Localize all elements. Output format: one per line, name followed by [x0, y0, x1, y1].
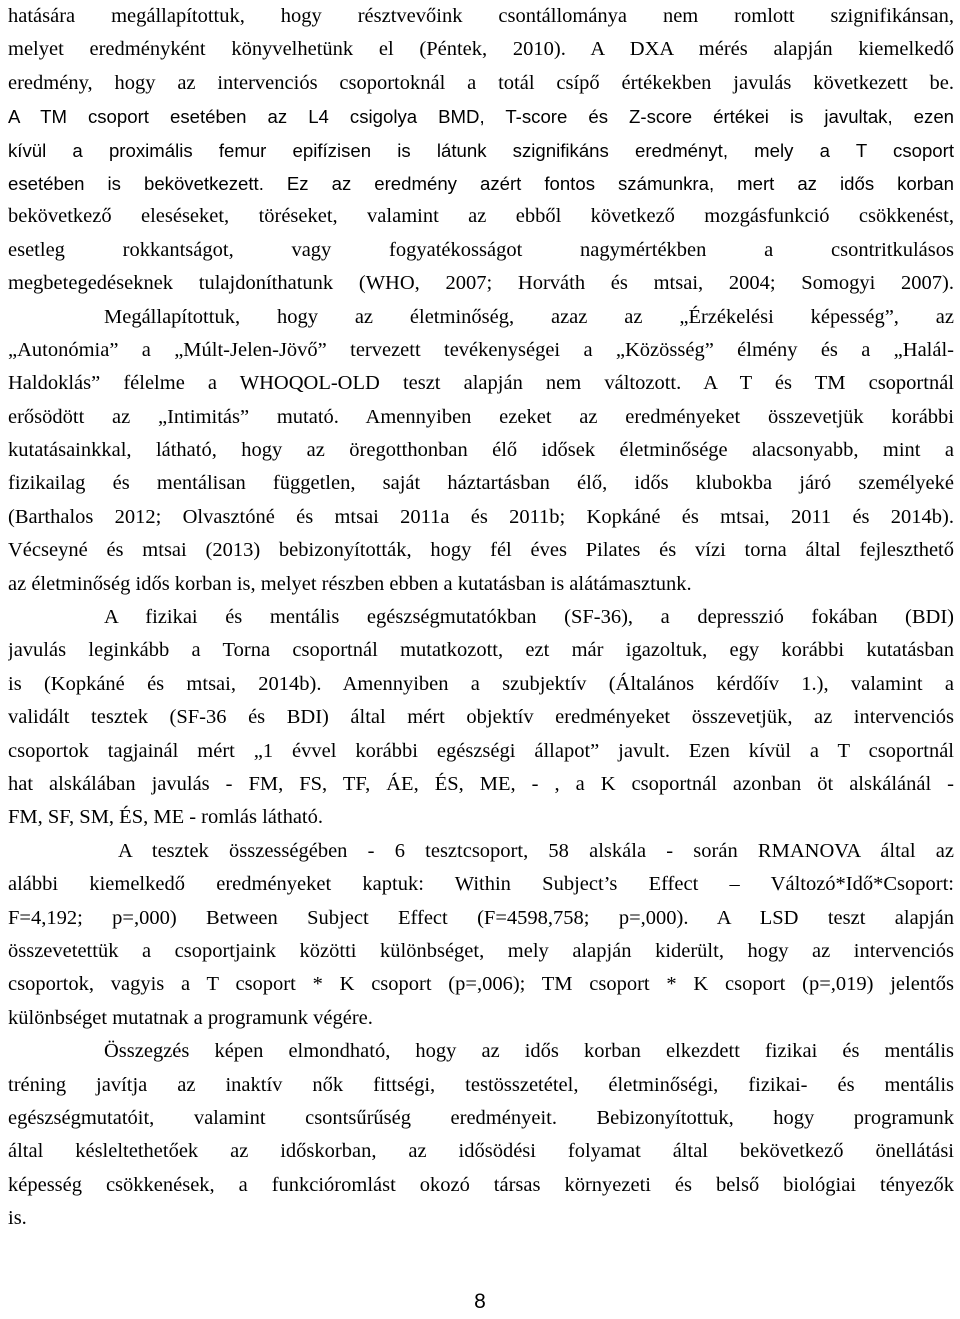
text-line: A TM csoport esetében az L4 csigolya BMD, T-score és Z-score értékei is javultak, ezen [8, 106, 954, 128]
text-line: egészségmutatóit, valamint csontsűrűség eredményeit. Bebizonyítottuk, hogy programunk [8, 1106, 954, 1129]
text-line: is. [8, 1207, 27, 1230]
text-line: melyet eredményként könyvelhetünk el (Péntek, 2010). A DXA mérés alapján kiemelkedő [8, 38, 954, 61]
text-line: A fizikai és mentális egészségmutatókban (SF-36), a depresszió fokában (BDI) [104, 606, 954, 629]
text-line: FM, SF, SM, ÉS, ME - romlás látható. [8, 806, 323, 829]
text-line: kutatásainkkal, látható, hogy az öregotthonban élő idősek életminősége alacsonyabb, mint a [8, 439, 954, 462]
text-line: esetleg rokkantságot, vagy fogyatékosságot nagymértékben a csontritkulásos [8, 238, 954, 261]
text-line: Haldoklás” félelme a WHOQOL-OLD teszt alapján nem változott. A T és TM csoportnál [8, 372, 954, 395]
text-line: csoportok, vagyis a T csoport * K csoport (p=,006); TM csoport * K csoport (p=,019) jelentős [8, 973, 954, 996]
text-line: megbetegedéseknek tulajdoníthatunk (WHO, 2007; Horváth és mtsai, 2004; Somogyi 2007). [8, 272, 954, 295]
text-line: F=4,192; p=,000) Between Subject Effect (F=4598,758; p=,000). A LSD teszt alapján [8, 906, 954, 929]
text-line: Vécseyné és mtsai (2013) bebizonyították, hogy fél éves Pilates és vízi torna által fejleszthető [8, 539, 954, 562]
page-number: 8 [474, 1290, 486, 1313]
text-line: összevetettük a csoportjaink közötti különbséget, mely alapján kiderült, hogy az intervenciós [8, 939, 954, 962]
text-line: A tesztek összességében - 6 tesztcsoport, 58 alskála - során RMANOVA által az [118, 839, 954, 862]
text-line: javulás leginkább a Torna csoportnál mutatkozott, ezt már igazoltuk, egy korábbi kutatásban [8, 639, 954, 662]
text-line: eredmény, hogy az intervenciós csoportoknál a totál csípő értékekben javulás következett be. [8, 71, 954, 94]
text-line: Összegzés képen elmondható, hogy az idős korban elkezdett fizikai és mentális [104, 1040, 954, 1063]
text-line: kívül a proximális femur epifízisen is látunk szignifikáns eredményt, mely a T csoport [8, 139, 954, 161]
text-line: fizikailag és mentálisan független, saját háztartásban élő, idős klubokba járó személyeké [8, 472, 954, 495]
text-line: bekövetkező eleséseket, töréseket, valamint az ebből következő mozgásfunkció csökkenést, [8, 205, 954, 228]
text-line: hatására megállapítottuk, hogy résztvevőink csontállománya nem romlott szignifikánsan, [8, 5, 954, 27]
text-line: alábbi kiemelkedő eredményeket kaptuk: Within Subject’s Effect – Változó*Idő*Csoport: [8, 873, 954, 896]
text-line: által késleltethetőek az időskorban, az idősödési folyamat által bekövetkező önellátási [8, 1140, 954, 1163]
text-line: az életminőség idős korban is, melyet részben ebben a kutatásban is alátámasztunk. [8, 572, 692, 595]
text-line: esetében is bekövetkezett. Ez az eredmény azért fontos számunkra, mert az idős korban [8, 172, 954, 194]
text-line: különbséget mutatnak a programunk végére. [8, 1006, 373, 1029]
text-line: csoportok tagjainál mért „1 évvel korábbi egészségi állapot” javult. Ezen kívül a T csoportnál [8, 739, 954, 762]
text-line: „Autonómia” a „Múlt-Jelen-Jövő” tervezett tevékenységei a „Közösség” élmény és a „Halál- [8, 338, 954, 361]
text-line: is (Kopkáné és mtsai, 2014b). Amennyiben a szubjektív (Általános kérdőív 1.), valamint a [8, 672, 954, 695]
text-line: erősödött az „Intimitás” mutató. Amennyiben ezeket az eredményeket összevetjük korábbi [8, 405, 954, 428]
document-body [8, 0, 954, 1235]
text-line: tréning javítja az inaktív nők fittségi, testösszetétel, életminőségi, fizikai- és mentális [8, 1073, 954, 1096]
text-line: (Barthalos 2012; Olvasztóné és mtsai 2011a és 2011b; Kopkáné és mtsai, 2011 és 2014b). [8, 505, 954, 528]
text-line: validált tesztek (SF-36 és BDI) által mért objektív eredményeket összevetjük, az intervenciós [8, 706, 954, 729]
text-line: hat alskálában javulás - FM, FS, TF, ÁE, ÉS, ME, - , a K csoportnál azonban öt alskálánál - [8, 772, 954, 795]
text-line: Megállapítottuk, hogy az életminőség, azaz az „Érzékelési képesség”, az [104, 305, 954, 328]
text-line: képesség csökkenések, a funkcióromlást okozó társas környezeti és belső biológiai tényezők [8, 1173, 954, 1196]
